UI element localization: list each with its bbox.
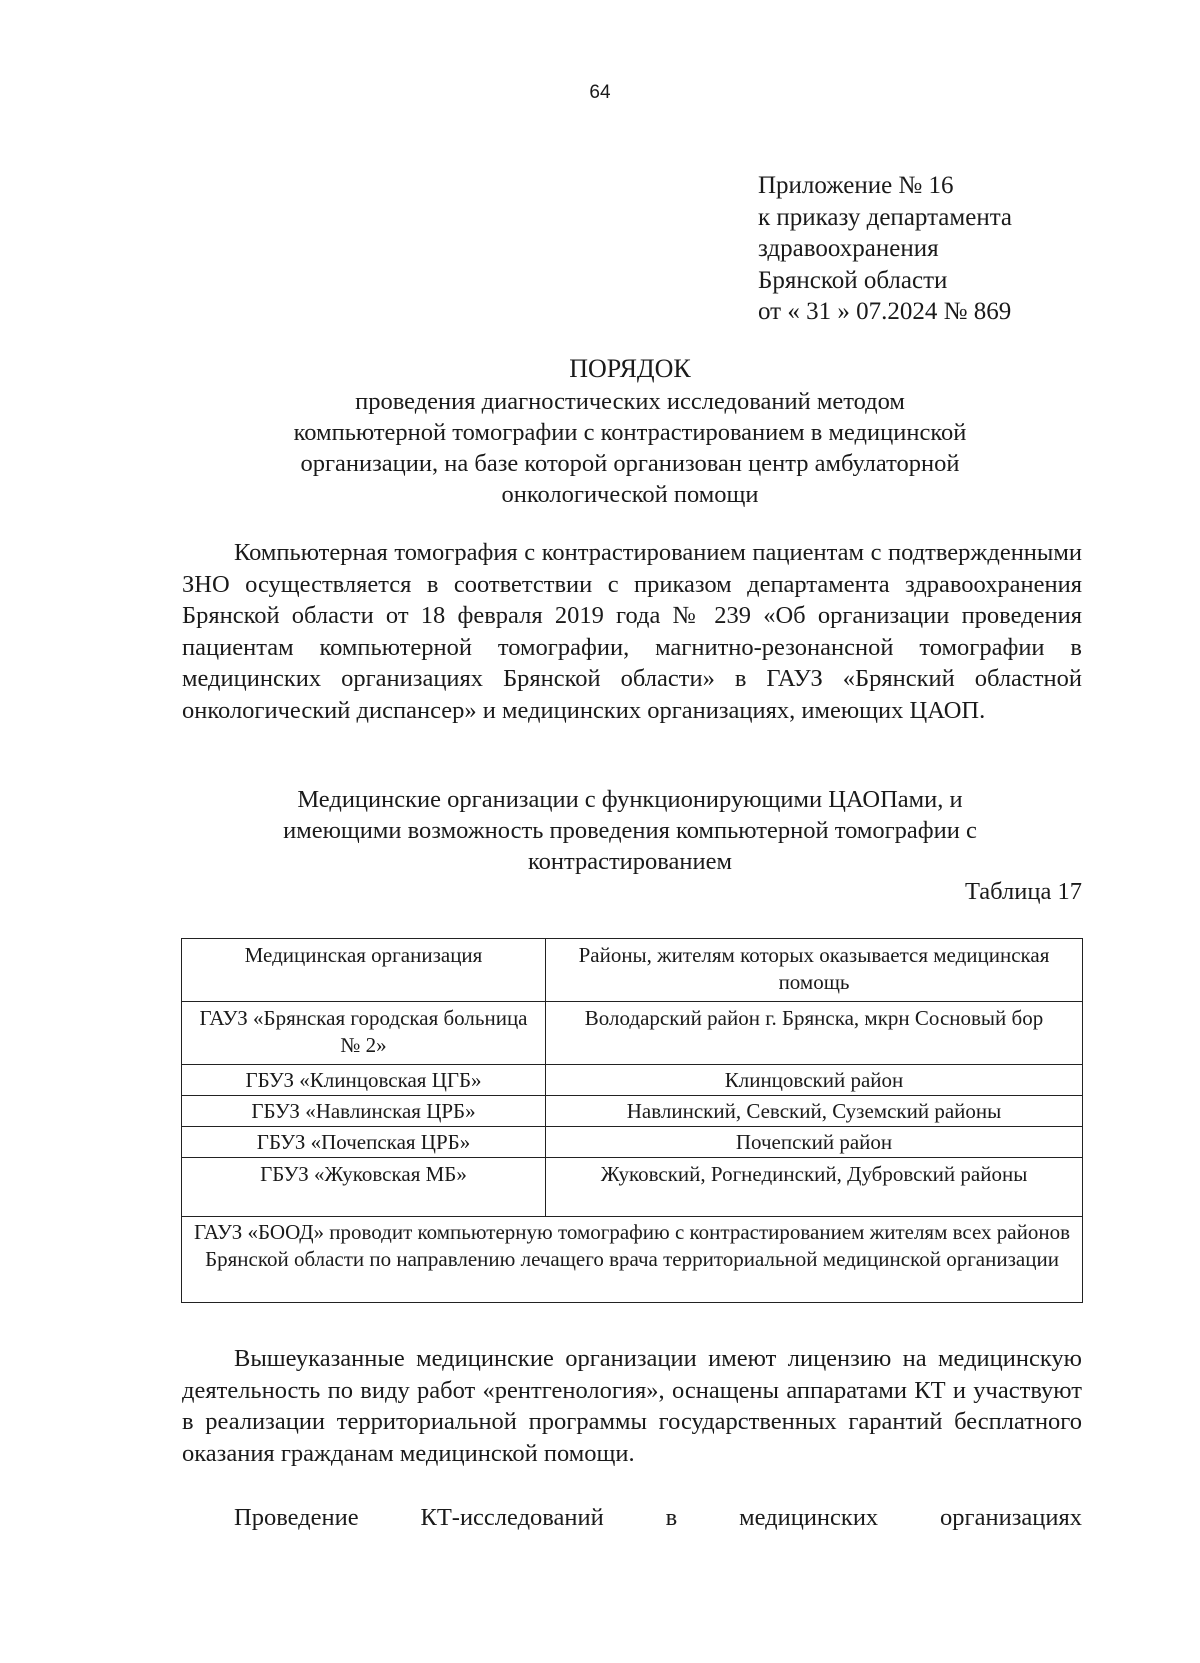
title-subtitle-line: проведения диагностических исследований методом <box>355 388 905 415</box>
table-cell-areas: Жуковский, Рогнединский, Дубровский районы <box>546 1158 1083 1217</box>
table-cell-org: ГБУЗ «Навлинская ЦРБ» <box>182 1096 546 1127</box>
table-cell-areas: Почепский район <box>546 1127 1083 1158</box>
table-label: Таблица 17 <box>964 878 1082 905</box>
table-note-row <box>182 1217 1083 1303</box>
paragraph-intro-text: Компьютерная томография с контрастированием пациентам с подтвержденными ЗНО осуществляется в соответствии с приказом департамента здравоохранения Брянской области от 18 февраля 2019 года № 239 «Об организации проведения пациентам компьютерной томографии, магнитно-резонансной томографии в медицинских организациях Брянской области» в ГАУЗ «Брянский областной онкологический диспансер» и медицинских организациях, имеющих ЦАОП. <box>182 539 1082 724</box>
table-heading-line: контрастированием <box>527 848 733 875</box>
organizations-table <box>181 938 1083 1303</box>
title-subtitle-line: организации, на базе которой организован центр амбулаторной <box>300 450 960 477</box>
appendix-line: Брянской области <box>758 266 948 294</box>
table-row <box>182 1065 1083 1096</box>
title-main: ПОРЯДОК <box>569 354 691 383</box>
paragraph-ct-text: Проведение КТ-исследований в медицинских организациях <box>234 1504 1082 1531</box>
appendix-block <box>758 170 1012 328</box>
table-cell-org: ГБУЗ «Клинцовская ЦГБ» <box>182 1065 546 1096</box>
appendix-line: от « 31 » 07.2024 № 869 <box>758 298 1012 325</box>
table-row <box>182 1158 1083 1217</box>
table-row <box>182 1002 1083 1065</box>
document-title <box>180 352 1080 510</box>
appendix-line: Приложение № 16 <box>758 172 954 199</box>
title-subtitle-line: компьютерной томографии с контрастированием в медицинской <box>293 419 967 446</box>
table-cell-org: ГБУЗ «Почепская ЦРБ» <box>182 1127 546 1158</box>
title-subtitle-line: онкологической помощи <box>501 481 759 508</box>
table-row <box>182 1127 1083 1158</box>
table-heading-line: Медицинские организации с функционирующими ЦАОПами, и <box>297 786 963 813</box>
table-header-row <box>182 939 1083 1002</box>
table-cell-areas: Клинцовский район <box>546 1065 1083 1096</box>
table-cell-org: ГАУЗ «Брянская городская больница № 2» <box>182 1002 546 1065</box>
table-note-cell: ГАУЗ «БООД» проводит компьютерную томографию с контрастированием жителям всех районов Брянской области по направлению лечащего врача территориальной медицинской организации <box>182 1217 1083 1303</box>
table-heading <box>180 784 1080 877</box>
table-cell-areas: Володарский район г. Брянска, мкрн Сосновый бор <box>546 1002 1083 1065</box>
table-cell-org: ГБУЗ «Жуковская МБ» <box>182 1158 546 1217</box>
paragraph-license-text: Вышеуказанные медицинские организации имеют лицензию на медицинскую деятельность по виду работ «рентгенология», оснащены аппаратами КТ и участвуют в реализации территориальной программы государственных гарантий бесплатного оказания гражданам медицинской помощи. <box>182 1345 1082 1467</box>
table-heading-line: имеющими возможность проведения компьютерной томографии с <box>283 817 977 844</box>
table-header-cell: Районы, жителям которых оказывается медицинская помощь <box>546 939 1083 1002</box>
appendix-line: здравоохранения <box>758 235 939 262</box>
table-cell-areas: Навлинский, Севский, Суземский районы <box>546 1096 1083 1127</box>
paragraph-license <box>182 1343 1082 1469</box>
appendix-line: к приказу департамента <box>758 203 1013 231</box>
page-number: 64 <box>589 82 611 103</box>
paragraph-intro <box>182 537 1082 727</box>
table-header-cell: Медицинская организация <box>182 939 546 1002</box>
table-row <box>182 1096 1083 1127</box>
paragraph-ct <box>182 1502 1082 1534</box>
